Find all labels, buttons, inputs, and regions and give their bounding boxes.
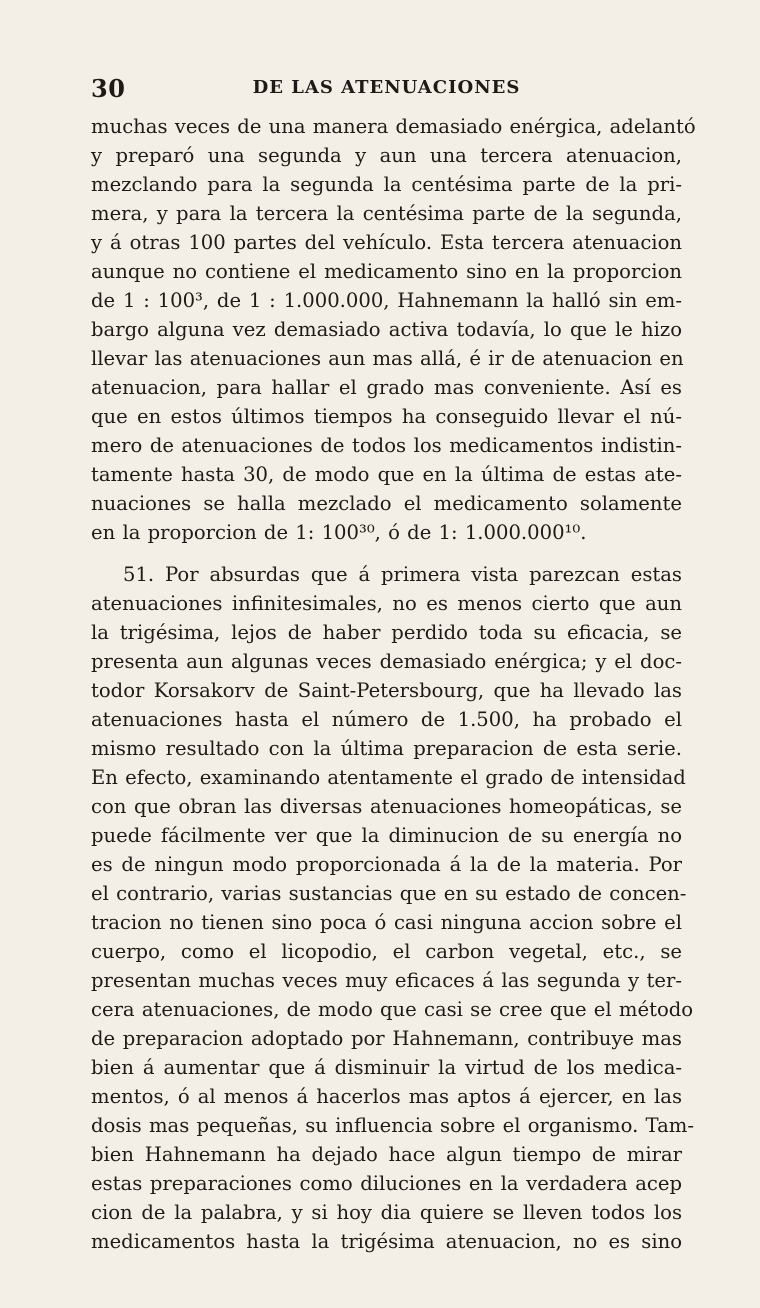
text-line: medicamentos hasta la trigésima atenuacion, no es sino xyxy=(91,1230,682,1253)
text-line: mero de atenuaciones de todos los medicamentos indistin- xyxy=(91,434,682,457)
text-line: muchas veces de una manera demasiado enérgica, adelantó xyxy=(91,115,696,138)
text-line: tracion no tienen sino poca ó casi ninguna accion sobre el xyxy=(91,911,682,934)
text-line: llevar las atenuaciones aun mas allá, é ir de atenuacion en xyxy=(91,347,684,370)
text-line: cera atenuaciones, de modo que casi se cree que el método xyxy=(91,998,694,1021)
text-line: es de ningun modo proporcionada á la de la materia. Por xyxy=(91,853,682,876)
page-number: 30 xyxy=(91,74,126,103)
text-line: mezclando para la segunda la centésima parte de la pri- xyxy=(91,173,682,196)
page-header xyxy=(91,74,682,104)
text-line: atenuacion, para hallar el grado mas conveniente. Así es xyxy=(91,376,682,399)
text-line: todor Korsakorv de Saint-Petersbourg, que ha llevado las xyxy=(91,679,682,702)
text-line: dosis mas pequeñas, su influencia sobre el organismo. Tam- xyxy=(91,1114,694,1137)
text-line: estas preparaciones como diluciones en la verdadera acep xyxy=(91,1172,682,1195)
text-line: tamente hasta 30, de modo que en la última de estas ate- xyxy=(91,463,682,486)
text-line: mismo resultado con la última preparacion de esta serie. xyxy=(91,737,682,760)
paragraph-2 xyxy=(91,560,694,1256)
paragraph-gap xyxy=(91,547,682,560)
text-line: bargo alguna vez demasiado activa todavía, lo que le hizo xyxy=(91,318,682,341)
text-line: bien á aumentar que á disminuir la virtud de los medica- xyxy=(91,1056,682,1079)
text-line: cuerpo, como el licopodio, el carbon vegetal, etc., se xyxy=(91,940,682,963)
text-line: aunque no contiene el medicamento sino en la proporcion xyxy=(91,260,682,283)
text-line: En efecto, examinando atentamente el grado de intensidad xyxy=(91,766,686,789)
text-line: de preparacion adoptado por Hahnemann, contribuye mas xyxy=(91,1027,682,1050)
running-head: DE LAS ATENUACIONES xyxy=(252,77,521,98)
text-line: nuaciones se halla mezclado el medicamento solamente xyxy=(91,492,682,515)
text-line: atenuaciones hasta el número de 1.500, ha probado el xyxy=(91,708,682,731)
text-line: y á otras 100 partes del vehículo. Esta tercera atenuacion xyxy=(91,231,682,254)
text-line: cion de la palabra, y si hoy dia quiere se lleven todos los xyxy=(91,1201,682,1224)
text-line: que en estos últimos tiempos ha conseguido llevar el nú- xyxy=(91,405,682,428)
text-line: en la proporcion de 1: 100³⁰, ó de 1: 1.000.000¹⁰. xyxy=(91,521,587,544)
text-line: el contrario, varias sustancias que en su estado de concen- xyxy=(91,882,687,905)
text-line: 51. Por absurdas que á primera vista parezcan estas xyxy=(123,563,682,586)
text-line: presentan muchas veces muy eficaces á las segunda y ter- xyxy=(91,969,682,992)
body-text xyxy=(91,112,696,1256)
text-line: mera, y para la tercera la centésima parte de la segunda, xyxy=(91,202,682,225)
paragraph-1 xyxy=(91,112,696,547)
text-line: con que obran las diversas atenuaciones homeopáticas, se xyxy=(91,795,682,818)
text-line: la trigésima, lejos de haber perdido toda su eficacia, se xyxy=(91,621,682,644)
text-line: presenta aun algunas veces demasiado enérgica; y el doc- xyxy=(91,650,682,673)
text-line: mentos, ó al menos á hacerlos mas aptos á ejercer, en las xyxy=(91,1085,682,1108)
text-line: atenuaciones infinitesimales, no es menos cierto que aun xyxy=(91,592,682,615)
text-line: y preparó una segunda y aun una tercera atenuacion, xyxy=(91,144,682,167)
text-line: de 1 : 100³, de 1 : 1.000.000, Hahnemann la halló sin em- xyxy=(91,289,682,312)
text-line: bien Hahnemann ha dejado hace algun tiempo de mirar xyxy=(91,1143,682,1166)
text-line: puede fácilmente ver que la diminucion de su energía no xyxy=(91,824,682,847)
